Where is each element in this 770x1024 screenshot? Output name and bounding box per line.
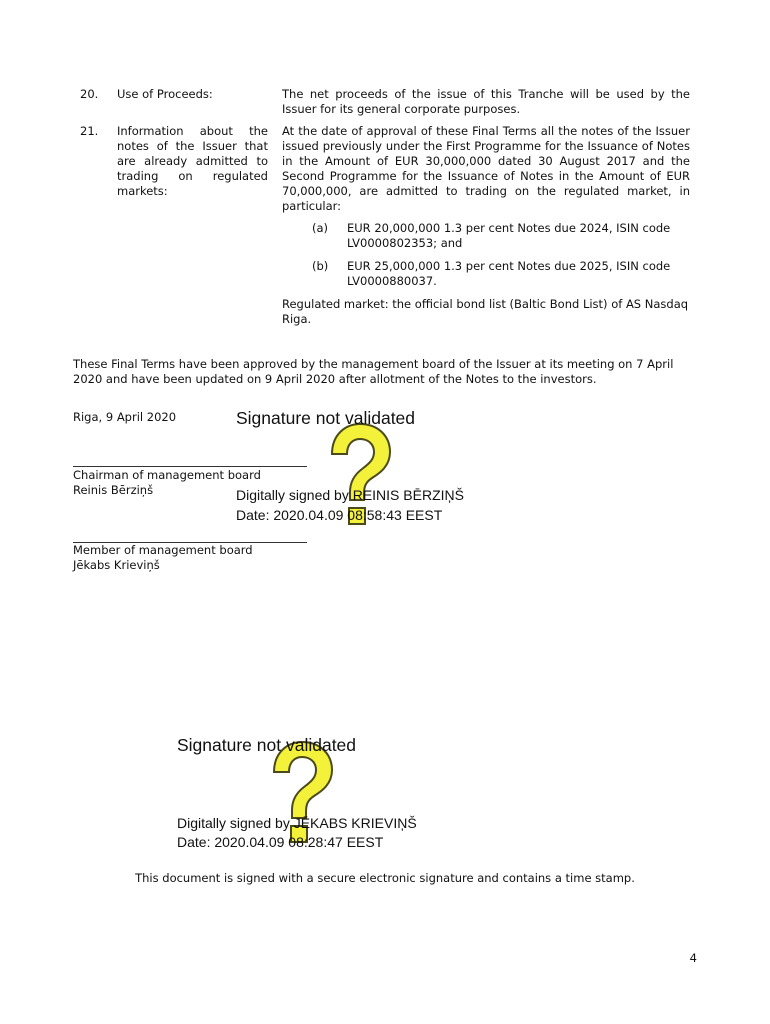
signatory-role: Member of management board — [73, 543, 253, 557]
item-number: 20. — [80, 87, 99, 101]
item-content — [282, 124, 690, 327]
signatory-name: Reinis Bērziņš — [73, 483, 154, 497]
sub-item-b — [282, 259, 690, 289]
signature-status: Signature not validated — [177, 735, 357, 755]
item-label: Information about the notes of the Issuer that are already admitted to trading on regulated markets: — [117, 124, 268, 198]
footer-note: This document is signed with a secure electronic signature and contains a time stamp. — [135, 871, 635, 885]
signature-date: Date: 2020.04.09 08:58:43 EEST — [236, 507, 443, 523]
item-text: At the date of approval of these Final Terms all the notes of the Issuer issued previously under the First Programme for the Issuance of Notes in the Amount of EUR 30,000,000 dated 30 August 2017 and the Second Programme for the Issuance of Notes in the Amount of EUR 70,000,000, are admitted to trading on the regulated market, in particular: — [282, 124, 690, 213]
sub-item-text: EUR 25,000,000 1.3 per cent Notes due 2025, ISIN code LV0000880037. — [347, 259, 671, 288]
item-number: 21. — [80, 124, 99, 138]
sub-item-letter: (b) — [312, 259, 329, 273]
signature-date: Date: 2020.04.09 08:28:47 EEST — [177, 834, 384, 850]
signatory-role: Chairman of management board — [73, 468, 261, 482]
item-label: Use of Proceeds: — [117, 87, 213, 101]
sub-item-a — [282, 221, 690, 251]
approval-paragraph: These Final Terms have been approved by the management board of the Issuer at its meeting on 7 April 2020 and have been updated on 9 April 2020 after allotment of the Notes to the investors. — [73, 357, 674, 386]
sub-item-letter: (a) — [312, 221, 329, 235]
signature-line — [73, 466, 307, 467]
signed-by: Digitally signed by JĒKABS KRIEVIŅŠ — [177, 815, 417, 831]
signed-by: Digitally signed by REINIS BĒRZIŅŠ — [236, 487, 464, 503]
signatory-name: Jēkabs Krieviņš — [73, 558, 160, 572]
page-number: 4 — [689, 951, 697, 965]
regulated-market-text: Regulated market: the official bond list (Baltic Bond List) of AS Nasdaq Riga. — [282, 297, 689, 326]
place-date: Riga, 9 April 2020 — [73, 410, 177, 424]
signature-status: Signature not validated — [236, 408, 416, 428]
sub-item-text: EUR 20,000,000 1.3 per cent Notes due 2024, ISIN code LV0000802353; and — [347, 221, 671, 250]
item-text: The net proceeds of the issue of this Tranche will be used by the Issuer for its general corporate purposes. — [282, 87, 690, 116]
